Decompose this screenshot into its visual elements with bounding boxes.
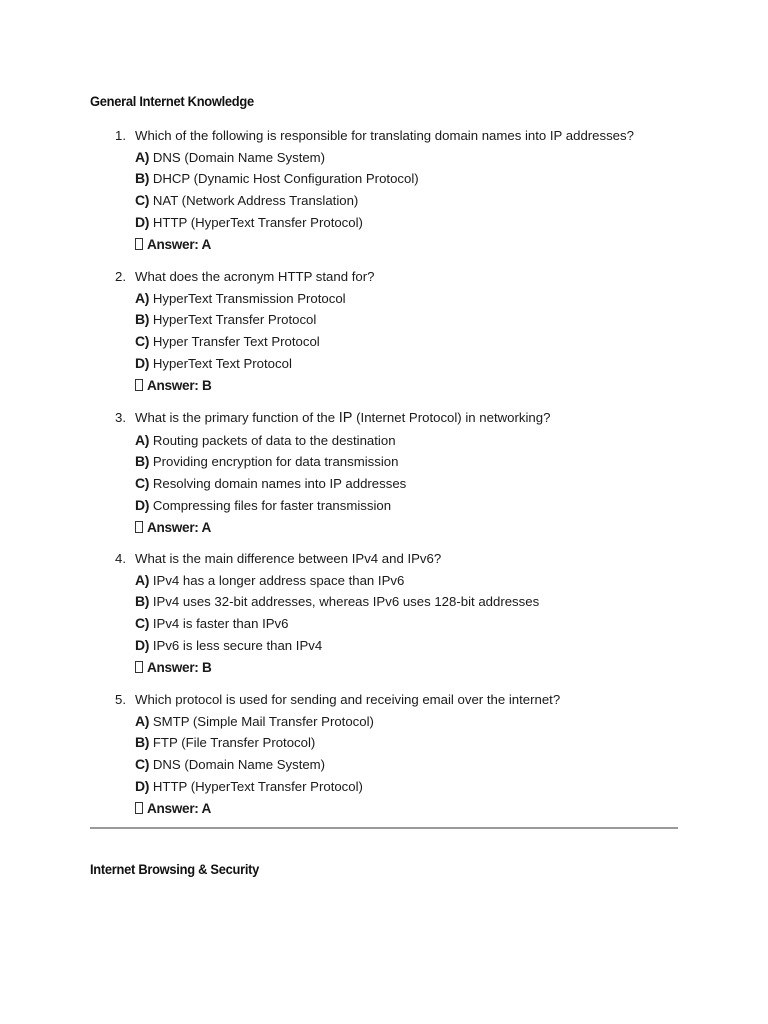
answer-text: Answer: A [147,236,212,252]
option-text: DNS (Domain Name System) [152,757,326,773]
question-number: 1. [115,128,126,143]
checkbox-glyph-icon [135,802,143,814]
answer-line [135,375,695,397]
checkbox-glyph-icon [135,661,143,673]
question-1 [0,125,768,266]
question-text: Which protocol is used for sending and receiving email over the internet? [135,692,561,707]
option-d [135,353,695,375]
option-text: IPv4 has a longer address space than IPv6 [152,572,405,588]
question-body [135,689,695,819]
option-text: DNS (Domain Name System) [152,149,326,165]
option-text: HyperText Transmission Protocol [152,290,346,306]
question-text-after: (Internet Protocol) in networking? [356,410,551,425]
option-c [135,190,695,212]
option-text: Compressing files for faster transmission [152,497,392,513]
option-a [135,711,695,733]
option-text: HyperText Text Protocol [152,355,292,371]
question-2 [0,266,768,407]
option-letter: A) [135,712,150,729]
question-number: 4. [115,551,126,566]
question-text-before: What is the primary function of the [135,410,336,425]
option-letter: C) [135,475,150,492]
answer-line [135,234,695,256]
option-a [135,570,695,592]
answer-line [135,798,695,820]
horizontal-rule [90,827,678,829]
option-text: DHCP (Dynamic Host Configuration Protocol) [152,171,419,187]
option-text: HTTP (HyperText Transfer Protocol) [152,778,363,794]
question-body [135,266,695,396]
option-b [135,732,695,754]
option-letter: A) [135,571,150,588]
option-letter: B) [135,593,150,610]
answer-line [135,517,695,539]
option-text: NAT (Network Address Translation) [152,193,359,209]
option-a [135,430,695,452]
question-list [0,125,768,830]
question-5 [0,689,768,830]
option-letter: C) [135,333,150,350]
option-c [135,613,695,635]
question-number: 2. [115,269,126,284]
option-letter: D) [135,777,150,794]
option-letter: C) [135,756,150,773]
answer-text: Answer: B [147,659,212,675]
option-letter: D) [135,636,150,653]
question-body [135,407,695,538]
option-b [135,451,695,473]
option-text: HyperText Transfer Protocol [152,312,317,328]
question-4 [0,548,768,689]
option-letter: B) [135,311,150,328]
section-heading-internet-browsing-security: Internet Browsing & Security [90,861,260,877]
option-letter: C) [135,615,150,632]
option-text: Routing packets of data to the destination [152,432,396,448]
question-text: Which of the following is responsible for translating domain names into IP addresses? [135,128,634,143]
option-text: Resolving domain names into IP addresses [152,476,407,492]
option-text: IPv4 is faster than IPv6 [152,616,289,632]
checkbox-glyph-icon [135,238,143,250]
option-letter: C) [135,192,150,209]
option-d [135,776,695,798]
question-body [135,548,695,678]
option-letter: A) [135,289,150,306]
option-text: Providing encryption for data transmission [152,454,399,470]
question-number: 3. [115,410,126,425]
option-b [135,591,695,613]
option-letter: A) [135,431,150,448]
answer-text: Answer: A [147,519,212,535]
question-text: What does the acronym HTTP stand for? [135,269,375,284]
option-c [135,473,695,495]
question-text-term: IP [338,410,353,426]
option-d [135,212,695,234]
option-letter: B) [135,734,150,751]
option-text: FTP (File Transfer Protocol) [152,735,316,751]
option-letter: D) [135,354,150,371]
option-text: IPv4 uses 32-bit addresses, whereas IPv6 uses 128-bit addresses [152,594,540,610]
option-a [135,288,695,310]
option-letter: B) [135,453,150,470]
option-d [135,495,695,517]
section-heading-general-internet-knowledge: General Internet Knowledge [90,93,254,109]
option-text: IPv6 is less secure than IPv4 [152,637,323,653]
answer-line [135,657,695,679]
question-3 [0,407,768,548]
option-text: HTTP (HyperText Transfer Protocol) [152,214,363,230]
option-c [135,754,695,776]
option-text: Hyper Transfer Text Protocol [152,334,320,350]
option-letter: B) [135,170,150,187]
option-c [135,331,695,353]
option-letter: D) [135,213,150,230]
question-text [135,407,695,430]
option-b [135,168,695,190]
question-body [135,125,695,255]
option-letter: A) [135,148,150,165]
answer-text: Answer: A [147,800,212,816]
option-b [135,309,695,331]
option-letter: D) [135,496,150,513]
option-text: SMTP (Simple Mail Transfer Protocol) [152,713,374,729]
question-text: What is the main difference between IPv4 and IPv6? [135,551,442,566]
option-d [135,635,695,657]
checkbox-glyph-icon [135,379,143,391]
checkbox-glyph-icon [135,521,143,533]
option-a [135,147,695,169]
question-number: 5. [115,692,126,707]
answer-text: Answer: B [147,377,212,393]
